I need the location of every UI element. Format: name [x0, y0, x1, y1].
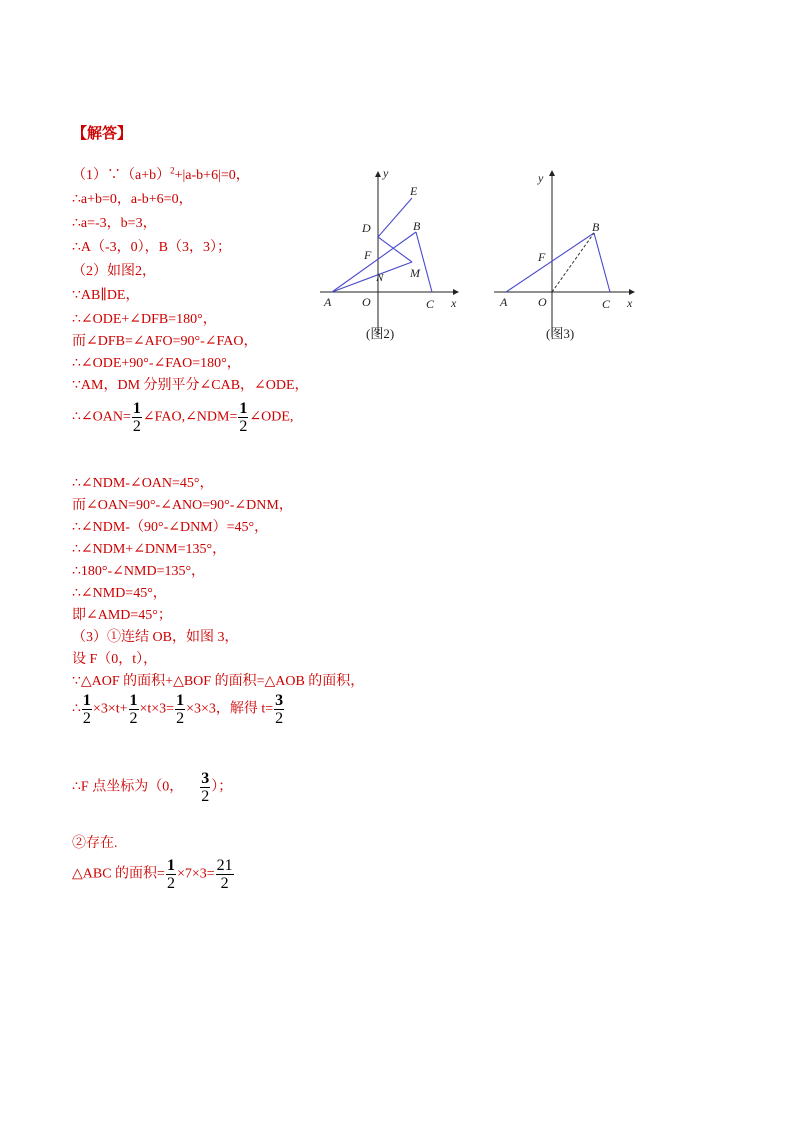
segment-bc — [594, 233, 610, 292]
label-a: A — [324, 295, 332, 309]
part3-line7 — [72, 857, 235, 892]
label-o: O — [538, 295, 547, 309]
term-33-solve: ×3×3，解得 t= — [186, 701, 274, 717]
oan-equals: ∴∠OAN= — [72, 409, 131, 425]
part2-line14: 即∠AMD=45°； — [72, 608, 172, 623]
part3-line4 — [72, 692, 285, 727]
label-d: D — [362, 221, 371, 235]
part2-line8: ∴∠NDM-∠OAN=45°， — [72, 476, 214, 491]
label-o: O — [362, 295, 371, 309]
label-x: x — [627, 296, 633, 310]
part3-line2: 设 F（0，t）， — [72, 652, 158, 667]
part1-line4: ∴A（-3，0），B（3，3）； — [72, 240, 232, 255]
fraction-one-half: $\frac{1}{2}$ — [82, 692, 91, 727]
fraction-twentyone-halves: $\frac{21}{2}$ — [216, 857, 233, 892]
fraction-one-half: $\frac{1}{2}$ — [176, 692, 185, 727]
label-e: E — [410, 184, 418, 198]
segment-ab — [506, 233, 594, 292]
part3-line3: ∵△AOF 的面积+△BOF 的面积=△AOB 的面积， — [72, 674, 365, 689]
segment-de — [378, 198, 412, 237]
label-m: M — [410, 266, 420, 280]
part1-line1 — [72, 165, 250, 184]
therefore: ∴ — [72, 701, 81, 717]
segment-dm — [378, 237, 412, 262]
part2-line13: ∴∠NMD=45°， — [72, 586, 167, 601]
part1-line1-pre: （1）∵（a+b） — [72, 168, 171, 183]
part2-line10: ∴∠NDM-（90°-∠DNM）=45°， — [72, 520, 269, 535]
fraction-three-halves: $\frac{3}{2}$ — [201, 770, 210, 805]
part2-line4: 而∠DFB=∠AFO=90°-∠FAO， — [72, 334, 258, 349]
segment-ob-dashed — [552, 233, 594, 292]
squared-exponent: 2 — [170, 165, 175, 176]
part1-line3: ∴a=-3，b=3， — [72, 216, 157, 231]
part3-line6: ②存在. — [72, 836, 118, 851]
answer-heading: 【解答】 — [72, 124, 133, 142]
part2-line7 — [72, 400, 293, 435]
fraction-three-halves: $\frac{3}{2}$ — [275, 692, 284, 727]
part2-line6: ∵AM，DM 分别平分∠CAB，∠ODE， — [72, 378, 309, 393]
label-x: x — [451, 296, 457, 310]
label-y: y — [538, 171, 544, 185]
term-t3: ×t×3= — [139, 701, 175, 717]
fraction-one-half: $\frac{1}{2}$ — [129, 692, 138, 727]
ode-text: ∠ODE, — [249, 409, 294, 425]
label-b: B — [413, 219, 421, 233]
label-b: B — [592, 220, 600, 234]
fraction-one-half: $\frac{1}{2}$ — [166, 857, 175, 892]
fraction-one-half: $\frac{1}{2}$ — [132, 400, 141, 435]
part2-line5: ∴∠ODE+90°-∠FAO=180°， — [72, 356, 241, 371]
figure-2-caption: (图2) — [366, 326, 395, 341]
abc-area-text: △ABC 的面积= — [72, 866, 165, 882]
area-product: ×7×3= — [176, 866, 215, 882]
label-f: F — [538, 250, 546, 264]
figure-2 — [318, 160, 468, 345]
f-coordinate-text: ∴F 点坐标为（0， — [72, 779, 184, 795]
term-3t: ×3×t+ — [92, 701, 128, 717]
part1-line2: ∴a+b=0，a-b+6=0， — [72, 192, 193, 207]
part2-line12: ∴180°-∠NMD=135°， — [72, 564, 206, 579]
label-c: C — [426, 297, 435, 311]
label-a: A — [500, 295, 508, 309]
part3-line5 — [72, 770, 232, 805]
segment-ab — [332, 232, 416, 292]
segment-am — [332, 262, 412, 292]
segment-bc — [416, 232, 432, 292]
label-y: y — [383, 166, 389, 180]
part2-line3: ∴∠ODE+∠DFB=180°， — [72, 312, 217, 327]
part2-line9: 而∠OAN=90°-∠ANO=90°-∠DNM， — [72, 498, 293, 513]
fraction-one-half: $\frac{1}{2}$ — [239, 400, 248, 435]
part3-line1: （3）①连结 OB，如图 3， — [72, 630, 239, 645]
figure-3 — [490, 165, 640, 345]
label-n: N — [376, 272, 384, 284]
part1-line1-post: +|a-b+6|=0， — [174, 168, 250, 183]
part2-line2: ∵AB∥DE， — [72, 288, 140, 303]
figure-3-caption: (图3) — [546, 326, 575, 341]
part2-line1: （2）如图2， — [72, 264, 156, 279]
label-f: F — [364, 248, 372, 262]
f-coordinate-close: ）； — [211, 779, 233, 795]
label-c: C — [602, 297, 611, 311]
part2-line11: ∴∠NDM+∠DNM=135°， — [72, 542, 227, 557]
fao-ndm-equals: ∠FAO,∠NDM= — [142, 409, 238, 425]
